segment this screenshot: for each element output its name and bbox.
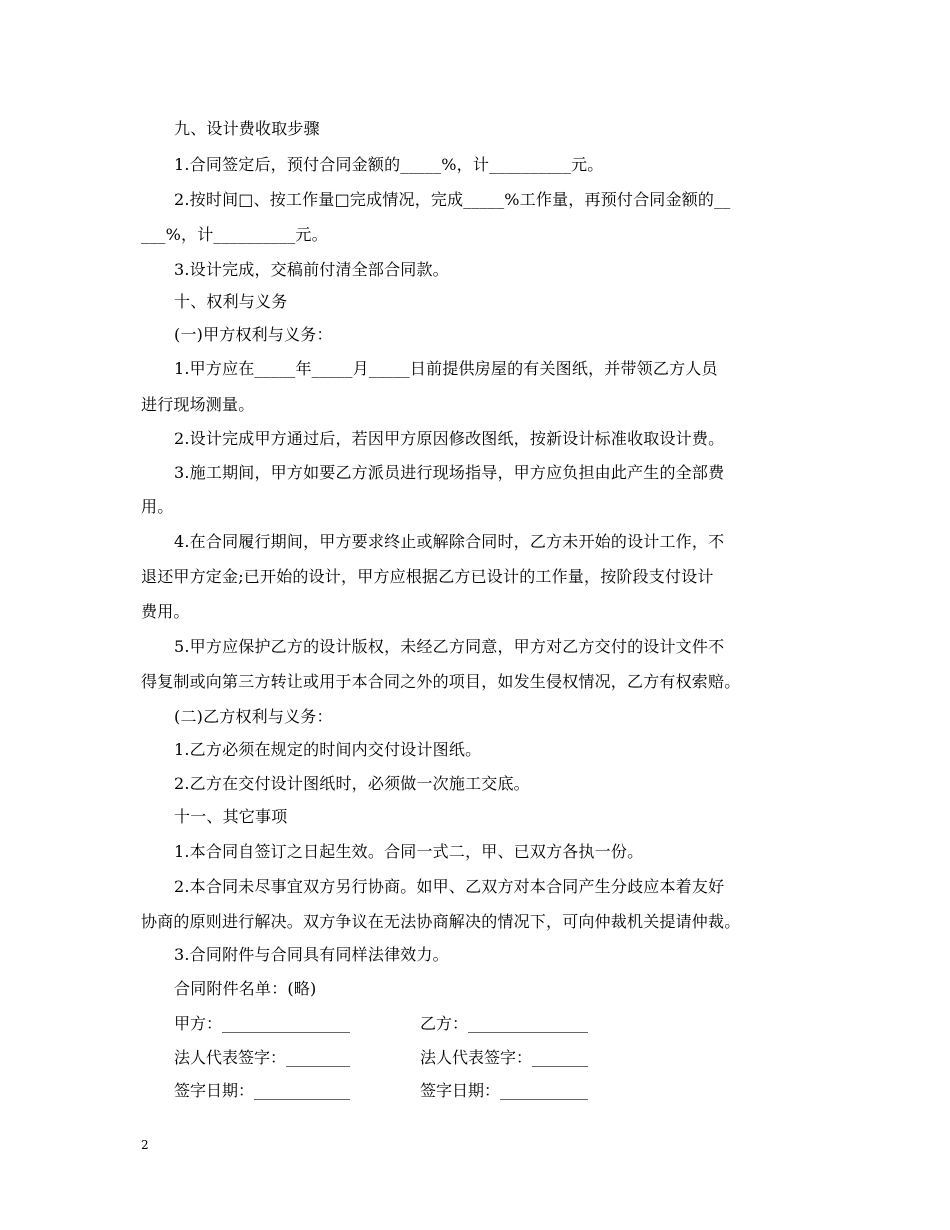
paragraph-line: 费用。 <box>141 602 190 621</box>
paragraph-line: 2.本合同未尽事宜双方另行协商。如甲、乙双方对本合同产生分歧应本着友好 <box>174 877 725 896</box>
paragraph-line: 3.合同附件与合同具有同样法律效力。 <box>174 945 449 964</box>
paragraph-line: ___%，计__________元。 <box>141 225 328 244</box>
paragraph-line: 进行现场测量。 <box>141 395 255 414</box>
party-b-date-field: 签字日期：___________ <box>420 1081 589 1100</box>
section-heading-ten: 十、权利与义务 <box>174 292 288 311</box>
section-heading-nine: 九、设计费收取步骤 <box>174 119 320 138</box>
party-a-representative-field: 法人代表签字：________ <box>174 1048 351 1067</box>
paragraph-line: 用。 <box>141 497 174 516</box>
paragraph-line: 协商的原则进行解决。双方争议在无法协商解决的情况下，可向仲裁机关提请仲裁。 <box>141 912 741 931</box>
paragraph-line: 3.设计完成，交稿前付清全部合同款。 <box>174 260 449 279</box>
paragraph-line: 5.甲方应保护乙方的设计版权，未经乙方同意，甲方对乙方交付的设计文件不 <box>174 637 725 656</box>
paragraph-line: 2.乙方在交付设计图纸时，必须做一次施工交底。 <box>174 774 530 793</box>
appendix-list-label: 合同附件名单：(略) <box>174 979 317 998</box>
subsection-heading: (一)甲方权利与义务： <box>174 325 333 344</box>
party-b-field: 乙方：_______________ <box>420 1014 589 1033</box>
paragraph-line: 1.甲方应在_____年_____月_____日前提供房屋的有关图纸，并带领乙方人员 <box>174 359 718 378</box>
section-heading-eleven: 十一、其它事项 <box>174 807 288 826</box>
paragraph-line: 4.在合同履行期间，甲方要求终止或解除合同时，乙方未开始的设计工作，不 <box>174 532 725 551</box>
paragraph-line: 2.按时间□、按工作量□完成情况，完成_____%工作量，再预付合同金额的__ <box>174 190 731 209</box>
subsection-heading: (二)乙方权利与义务： <box>174 707 333 726</box>
paragraph-line: 1.本合同自签订之日起生效。合同一式二，甲、已双方各执一份。 <box>174 842 644 861</box>
party-a-date-field: 签字日期：____________ <box>174 1081 351 1100</box>
paragraph-line: 2.设计完成甲方通过后，若因甲方原因修改图纸，按新设计标准收取设计费。 <box>174 429 725 448</box>
paragraph-line: 1.乙方必须在规定的时间内交付设计图纸。 <box>174 740 482 759</box>
party-a-field: 甲方：________________ <box>174 1014 351 1033</box>
paragraph-line: 得复制或向第三方转让或用于本合同之外的项目，如发生侵权情况，乙方有权索赔。 <box>141 672 741 691</box>
page-number: 2 <box>141 1138 149 1152</box>
party-b-representative-field: 法人代表签字：_______ <box>420 1048 589 1067</box>
paragraph-line: 1.合同签定后，预付合同金额的_____%，计__________元。 <box>174 155 604 174</box>
paragraph-line: 退还甲方定金;已开始的设计，甲方应根据乙方已设计的工作量，按阶段支付设计 <box>141 567 714 586</box>
paragraph-line: 3.施工期间，甲方如要乙方派员进行现场指导，甲方应负担由此产生的全部费 <box>174 463 725 482</box>
